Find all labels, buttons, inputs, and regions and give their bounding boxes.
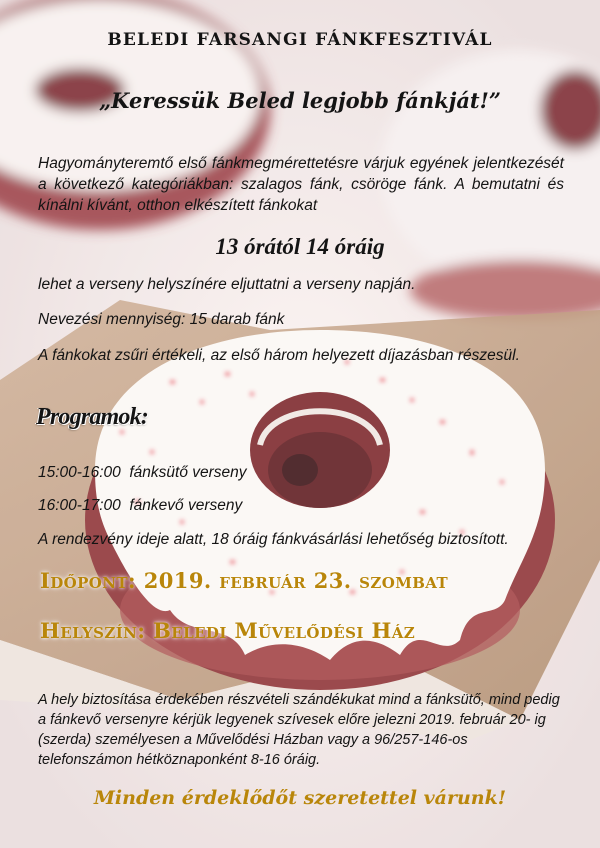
festival-title: BELEDI FARSANGI FÁNKFESZTIVÁL: [107, 30, 493, 50]
intro-paragraph: Hagyományteremtő első fánkmegmérettetésre várjuk egyének jelentkezését a következő kategóriákban: szalagos fánk, csöröge fánk. A bemutatni és kínálni kívánt, otthon elkészített fánkokat: [38, 155, 564, 214]
jury-text: A fánkokat zsűri értékeli, az első három helyezett díjazásban részesül.: [38, 347, 520, 364]
slogan: „Keressük Beled legjobb fánkját!”: [99, 88, 501, 113]
program-name: fánksütő verseny: [129, 464, 247, 481]
closing-line: Minden érdeklődőt szeretettel várunk!: [93, 787, 507, 809]
date-line: Időpont: 2019. február 23. szombat: [40, 568, 449, 593]
place-line: Helyszín: Beledi Művelődési Ház: [40, 618, 416, 643]
time-range: 13 órától 14 óráig: [215, 234, 385, 259]
program-name: fánkevő verseny: [129, 497, 243, 514]
programs-heading: Programok:: [36, 404, 149, 430]
entry-amount: Nevezési mennyiség: 15 darab fánk: [38, 311, 285, 328]
sale-note: A rendezvény ideje alatt, 18 óráig fánkvásárlási lehetőség biztosított.: [38, 531, 509, 548]
program-item: [38, 495, 242, 516]
registration-notice: A hely biztosítása érdekében részvételi szándékukat mind a fánksütő, mind pedig a fánkevő versenyre kérjük legyenek szívesek előre jelezni 2019. február 20- ig (szerda) személyesen a Művelődési Házban vagy a 96/257-146-os telefonszámon hétköznaponként 8-16 óráig.: [38, 692, 560, 768]
program-item: [38, 462, 247, 483]
program-time: 15:00-16:00: [38, 464, 121, 481]
program-time: 16:00-17:00: [38, 497, 121, 514]
delivery-text: lehet a verseny helyszínére eljuttatni a verseny napján.: [38, 276, 416, 293]
